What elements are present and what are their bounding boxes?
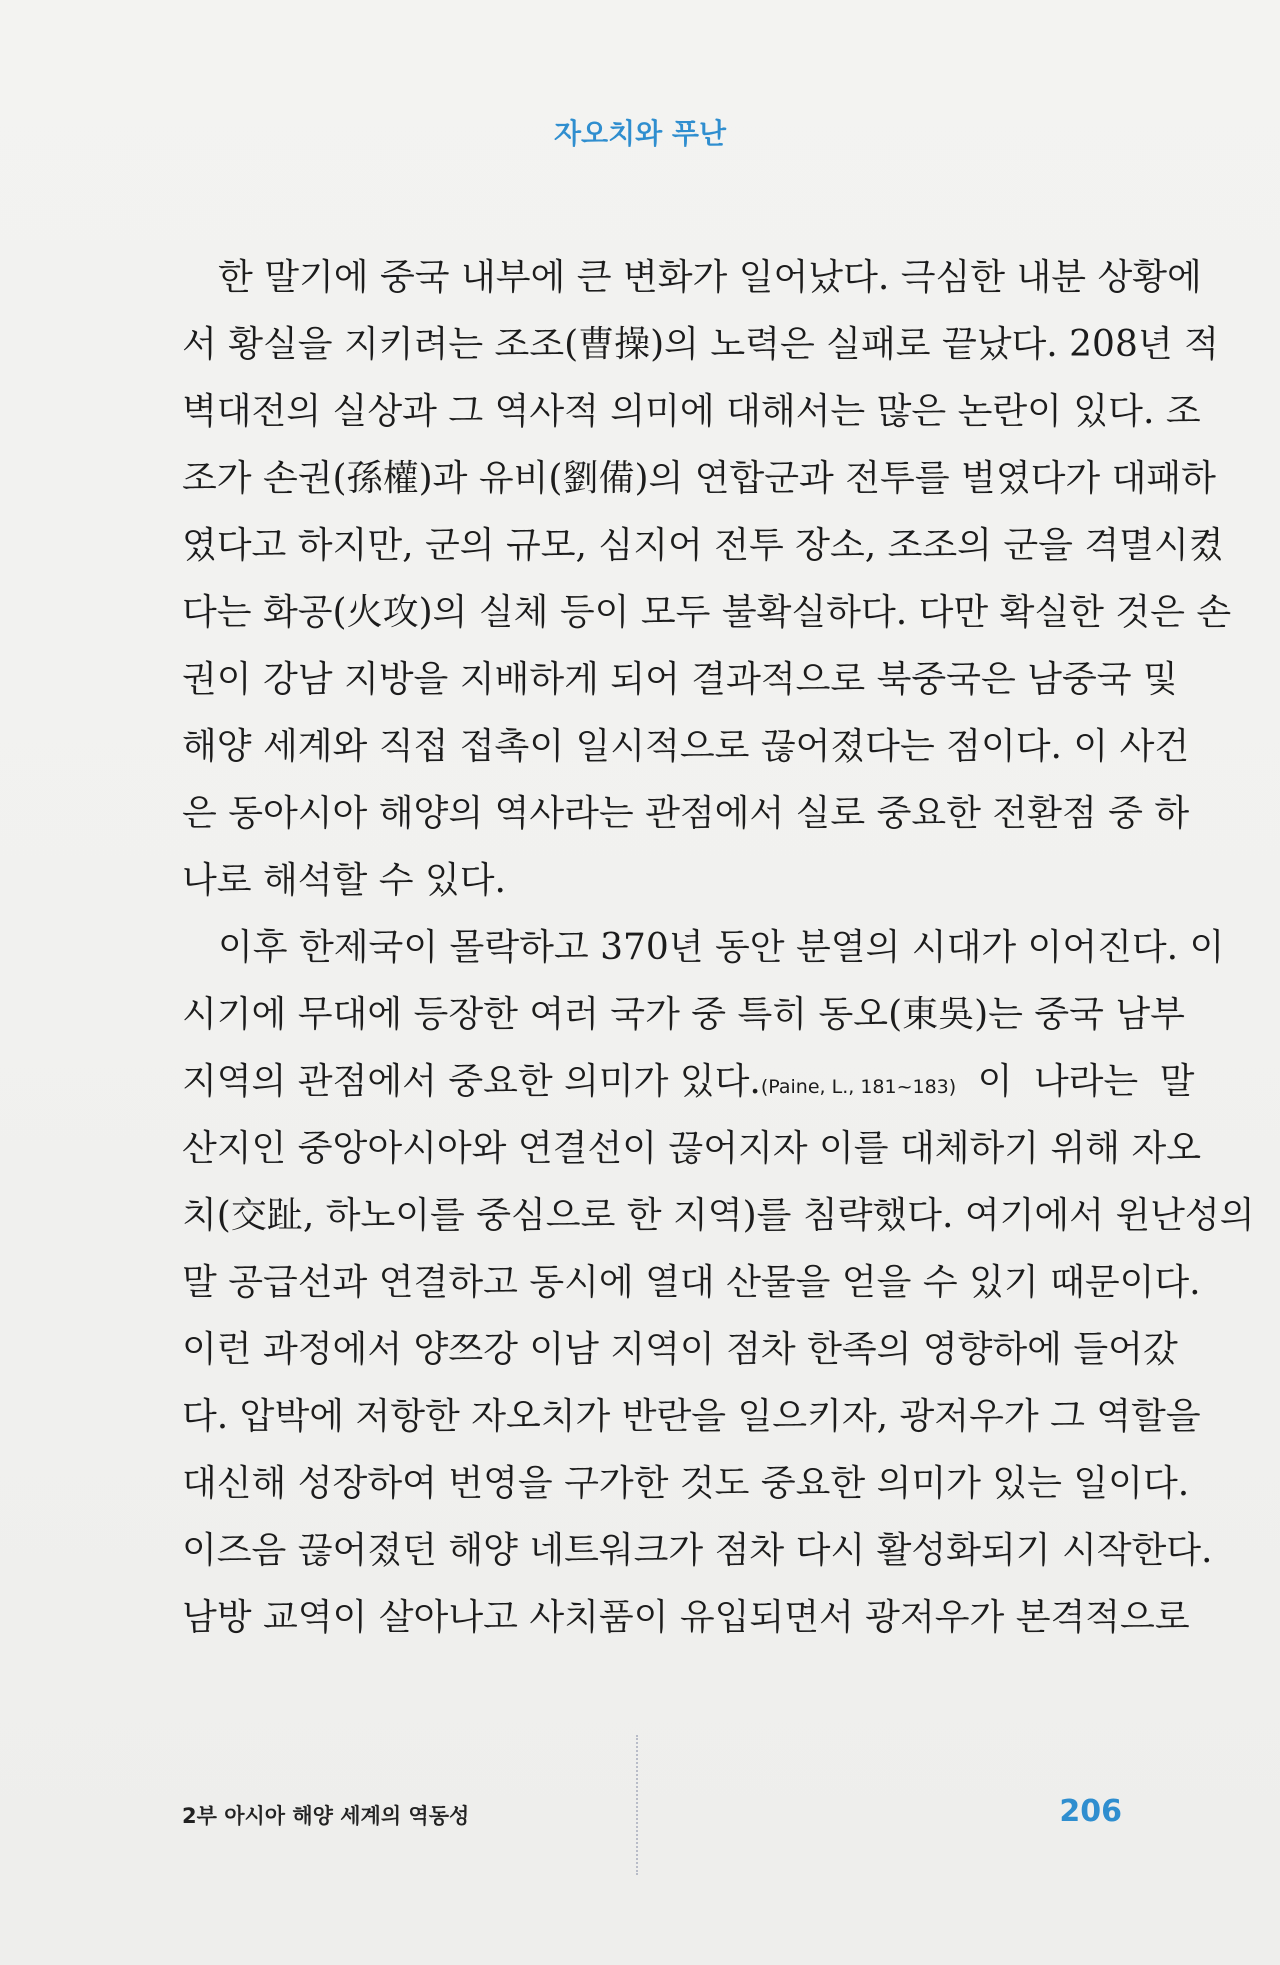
text-line: 이런 과정에서 양쯔강 이남 지역이 점차 한족의 영향하에 들어갔 — [182, 1329, 1178, 1370]
text-line: 이후 한제국이 몰락하고 370년 동안 분열의 시대가 이어진다. 이 — [218, 927, 1225, 968]
footer-section-label: 2부 아시아 해양 세계의 역동성 — [182, 1804, 470, 1828]
text-line: 다. 압박에 저항한 자오치가 반란을 일으키자, 광저우가 그 역할을 — [182, 1396, 1201, 1437]
cite-line-tail: 이 나라는 말 — [956, 1061, 1195, 1102]
text-line: 서 황실을 지키려는 조조(曹操)의 노력은 실패로 끝났다. 208년 적 — [182, 324, 1219, 365]
text-line: 해양 세계와 직접 접촉이 일시적으로 끊어졌다는 점이다. 이 사건 — [182, 726, 1190, 767]
text-line: 조가 손권(孫權)과 유비(劉備)의 연합군과 전투를 벌였다가 대패하 — [182, 458, 1216, 499]
text-line: 은 동아시아 해양의 역사라는 관점에서 실로 중요한 전환점 중 하 — [182, 793, 1190, 834]
text-line: 이즈음 끊어졌던 해양 네트워크가 점차 다시 활성화되기 시작한다. — [182, 1530, 1213, 1571]
text-line: 산지인 중앙아시아와 연결선이 끊어지자 이를 대체하기 위해 자오 — [182, 1128, 1202, 1169]
text-line: 다는 화공(火攻)의 실체 등이 모두 불확실하다. 다만 확실한 것은 손 — [182, 592, 1232, 633]
text-line: 였다고 하지만, 군의 규모, 심지어 전투 장소, 조조의 군을 격멸시켰 — [182, 525, 1224, 566]
text-line: 권이 강남 지방을 지배하게 되어 결과적으로 북중국은 남중국 및 — [182, 659, 1178, 700]
footer-divider — [636, 1735, 638, 1875]
text-line: 시기에 무대에 등장한 여러 국가 중 특히 동오(東吳)는 중국 남부 — [182, 994, 1185, 1035]
body-text — [182, 244, 1255, 1651]
text-line: 한 말기에 중국 내부에 큰 변화가 일어났다. 극심한 내분 상황에 — [218, 257, 1202, 298]
text-line: 말 공급선과 연결하고 동시에 열대 산물을 얻을 수 있기 때문이다. — [182, 1262, 1201, 1303]
cite-line-text: 지역의 관점에서 중요한 의미가 있다. — [182, 1061, 761, 1102]
citation: (Paine, L., 181~183) — [760, 1076, 957, 1098]
text-line: 치(交趾, 하노이를 중심으로 한 지역)를 침략했다. 여기에서 윈난성의 — [182, 1195, 1255, 1236]
page-number: 206 — [1059, 1794, 1122, 1829]
text-line: 나로 해석할 수 있다. — [182, 860, 506, 901]
text-line-with-citation — [182, 1048, 1195, 1115]
text-line: 대신해 성장하여 번영을 구가한 것도 중요한 의미가 있는 일이다. — [182, 1463, 1190, 1504]
text-line: 벽대전의 실상과 그 역사적 의미에 대해서는 많은 논란이 있다. 조 — [182, 391, 1201, 432]
running-title: 자오치와 푸난 — [553, 117, 727, 150]
text-line: 남방 교역이 살아나고 사치품이 유입되면서 광저우가 본격적으로 — [182, 1597, 1190, 1638]
